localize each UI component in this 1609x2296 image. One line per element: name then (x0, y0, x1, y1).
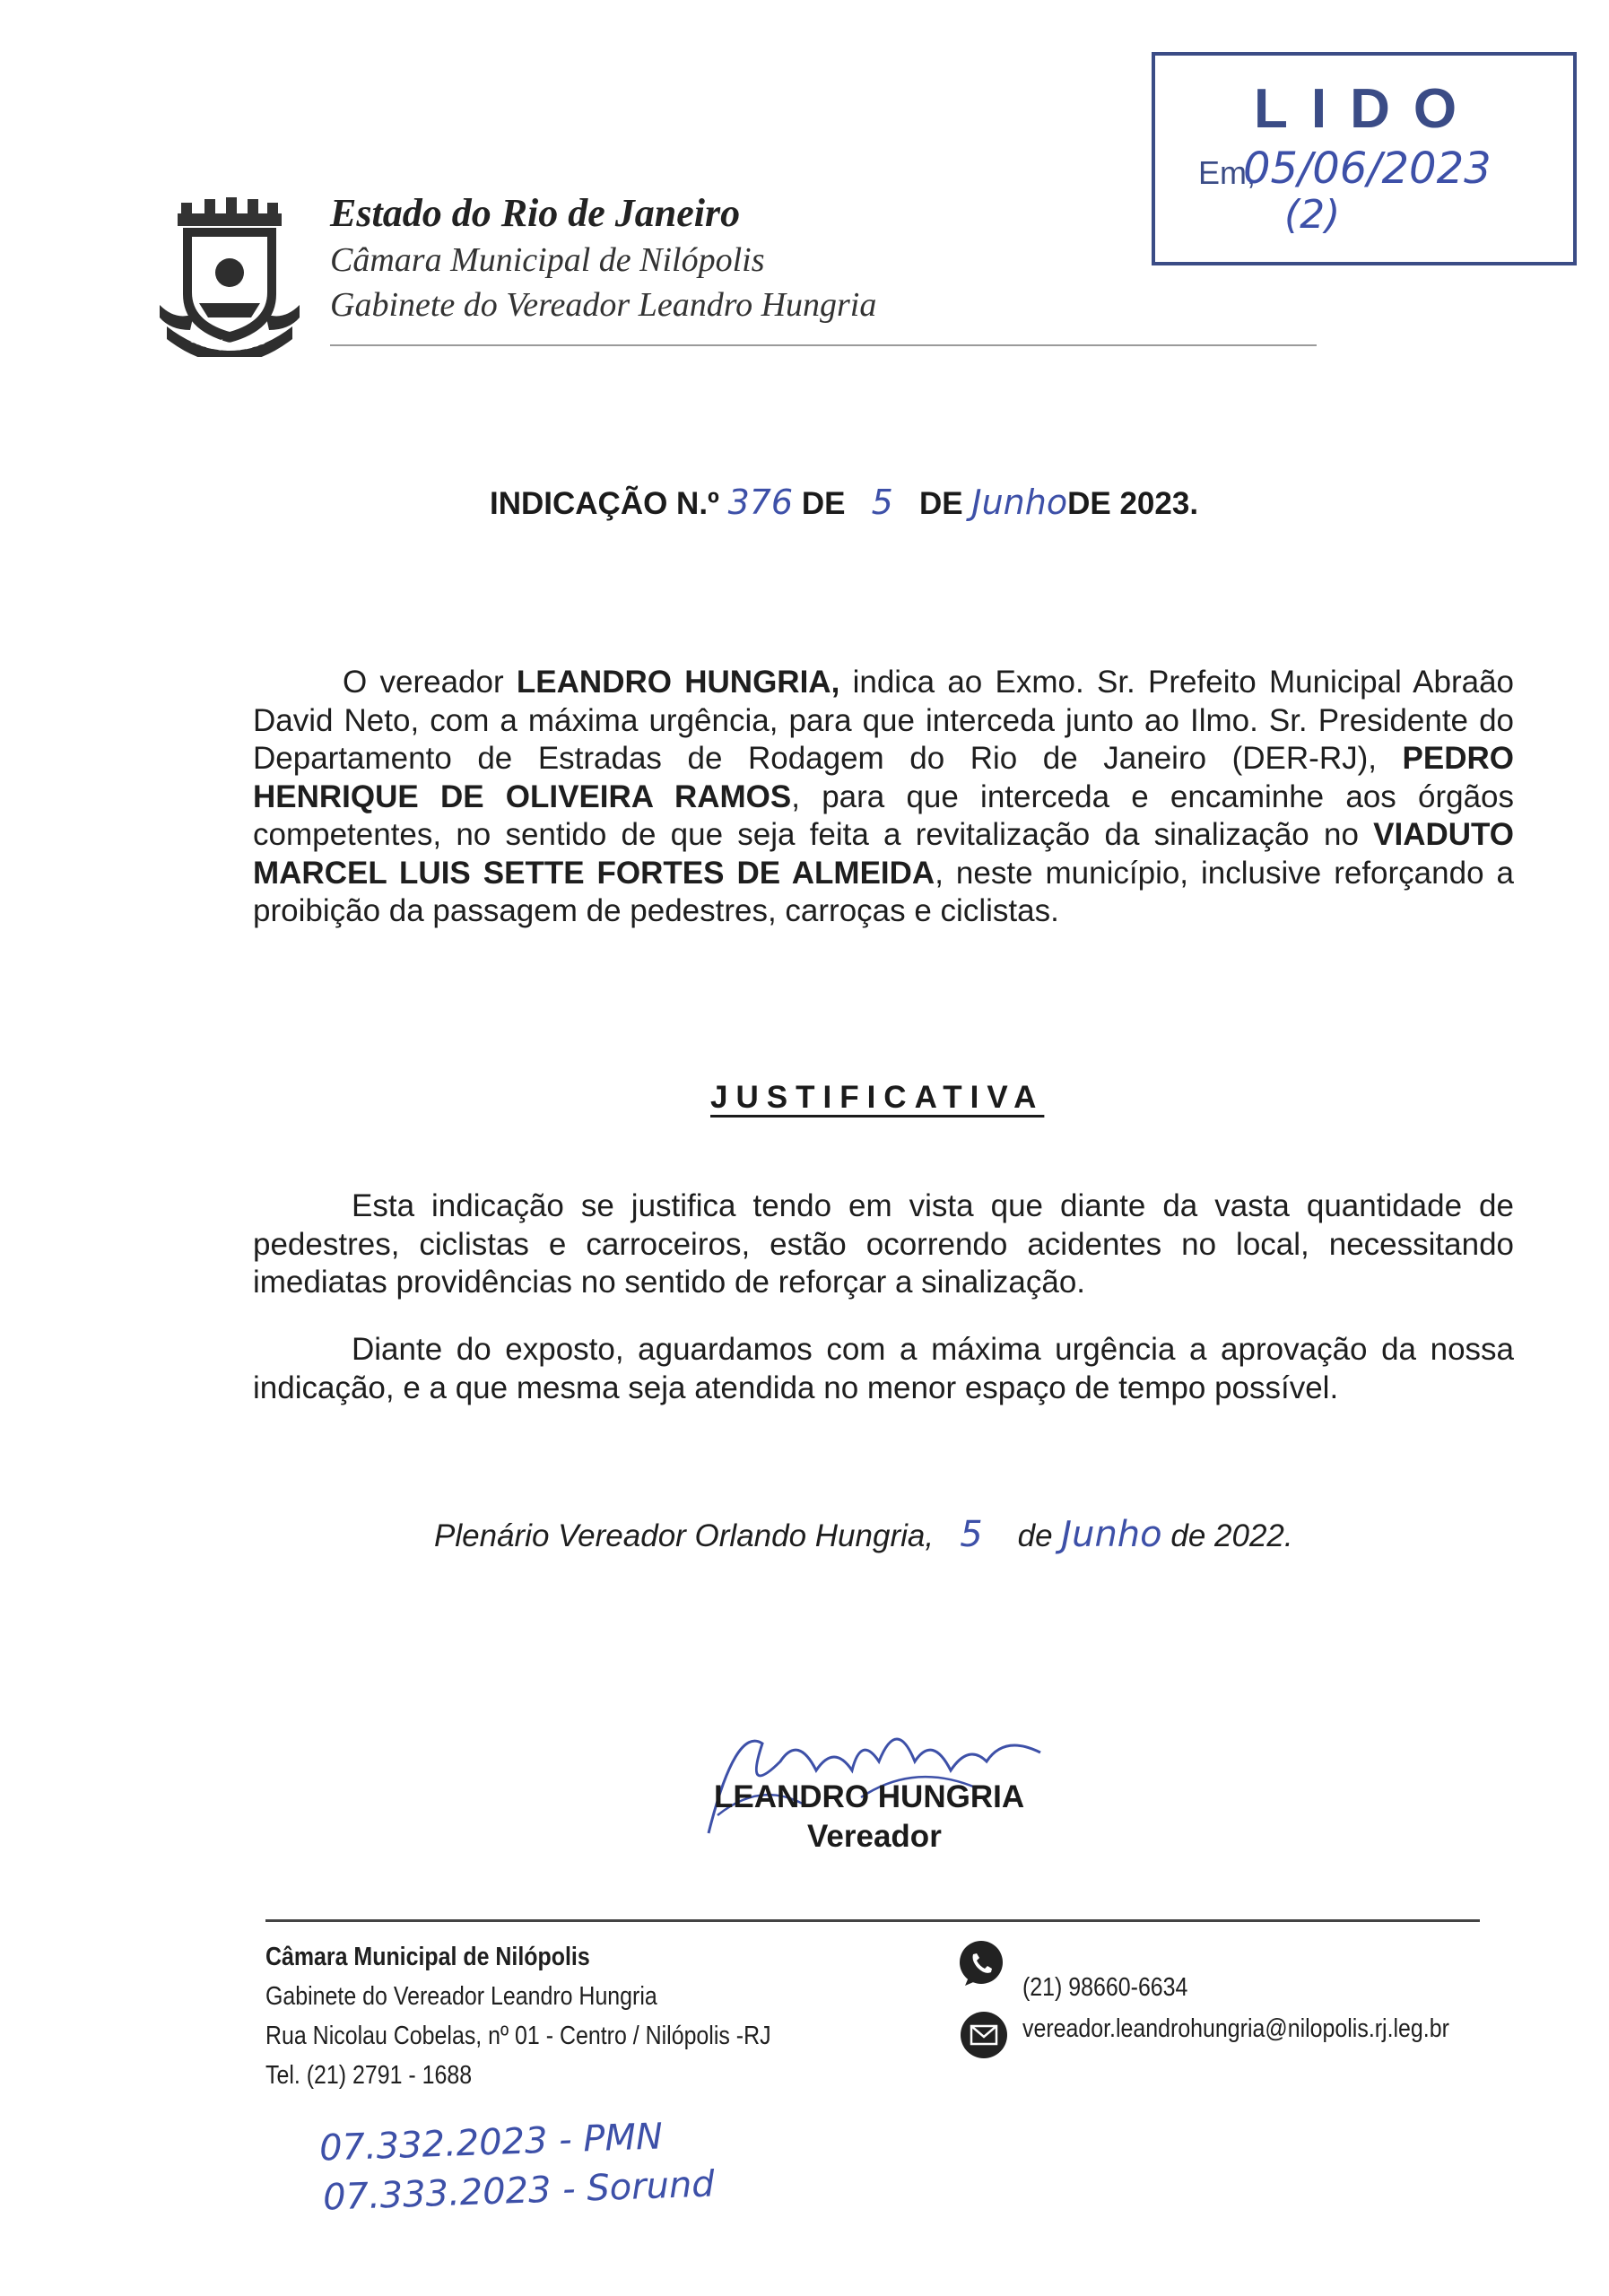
header-office-name: Gabinete do Vereador Leandro Hungria (330, 286, 877, 324)
heading-month: Junho (971, 483, 1068, 522)
justificativa-title: JUSTIFICATIVA (710, 1080, 1045, 1115)
stamp-handwritten-date: 05/06/2023 (1243, 144, 1492, 194)
body-viaduct-name: VIADUTO MARCEL LUIS SETTE FORTES DE ALMEIDA (253, 817, 1514, 891)
closing-day: 5 (960, 1514, 983, 1555)
heading-de-1: DE (801, 486, 846, 521)
stamp-em-label: Em, (1198, 154, 1257, 191)
heading-day: 5 (871, 483, 893, 522)
justificativa-paragraph-2 (253, 1331, 1514, 1407)
handwritten-note-1: 07.332.2023 - PMN (318, 2116, 664, 2170)
body-part-a: O vereador (343, 665, 517, 700)
closing-month: Junho (1061, 1514, 1162, 1555)
footer-tel: Tel. (21) 2791 - 1688 (265, 2061, 473, 2090)
body-president-name: PEDRO HENRIQUE DE OLIVEIRA RAMOS (253, 741, 1514, 814)
body-councilman-name: LEANDRO HUNGRIA, (516, 665, 840, 700)
heading-prefix: INDICAÇÃO N.º (490, 486, 719, 521)
header-state-title: Estado do Rio de Janeiro (330, 191, 741, 235)
footer-address: Rua Nicolau Cobelas, nº 01 - Centro / Nilópolis -RJ (265, 2022, 771, 2050)
header-chamber-name: Câmara Municipal de Nilópolis (330, 241, 765, 279)
crest-ribbon-text: NILÓPOLIS (188, 332, 271, 355)
closing-place-date (434, 1514, 1293, 1555)
body-part-d: , neste município, inclusive reforçando a proibição da passagem de pedestres, carroças e ciclistas. (253, 855, 1514, 928)
signature-name: LEANDRO HUNGRIA (714, 1779, 1025, 1814)
footer-email: vereador.leandrohungria@nilopolis.rj.leg.br (1022, 2014, 1449, 2043)
heading-number: 376 (727, 483, 794, 522)
footer-whatsapp: (21) 98660-6634 (1022, 1973, 1188, 2002)
header-divider (330, 344, 1317, 346)
heading-de-2: DE (919, 486, 963, 521)
justificativa-text-1: Esta indicação se justifica tendo em vista que diante da vasta quantidade de pedestres, ciclistas e carroceiros, estão ocorrendo acidentes no local, necessitando imediatas providências no sentido de reforçar a sinalização. (253, 1188, 1514, 1300)
footer-divider (265, 1919, 1480, 1922)
footer-office: Gabinete do Vereador Leandro Hungria (265, 1982, 657, 2011)
indication-body (253, 664, 1514, 931)
whatsapp-icon (956, 1939, 1006, 1989)
body-part-c: , para que interceda e encaminhe aos órgãos competentes, no sentido de que seja feita a revitalização da sinalização no (253, 778, 1515, 852)
closing-de: de (1017, 1518, 1053, 1553)
signature-role: Vereador (807, 1819, 942, 1854)
handwritten-note-2: 07.333.2023 - Sorund (322, 2163, 716, 2219)
closing-year: de 2022. (1170, 1518, 1293, 1553)
body-part-b: indica ao Exmo. Sr. Prefeito Municipal Abraão David Neto, com a máxima urgência, para que interceda junto ao Ilmo. Sr. Presidente do Departamento de Estradas de Rodagem do Rio de Janeiro (DER-RJ), (253, 665, 1515, 776)
stamp-handwritten-mark: (2) (1284, 192, 1341, 238)
justificativa-paragraph-1 (253, 1187, 1514, 1302)
stamp-title: LIDO (1254, 78, 1481, 140)
municipal-crest-icon (158, 196, 301, 357)
justificativa-text-2: Diante do exposto, aguardamos com a máxima urgência a aprovação da nossa indicação, e a que mesma seja atendida no menor espaço de tempo possível. (253, 1332, 1514, 1405)
footer-org: Câmara Municipal de Nilópolis (265, 1943, 590, 1971)
heading-suffix: DE 2023. (1067, 486, 1199, 521)
closing-place: Plenário Vereador Orlando Hungria, (434, 1518, 935, 1553)
email-icon (960, 2011, 1008, 2059)
indication-heading (490, 483, 1198, 522)
